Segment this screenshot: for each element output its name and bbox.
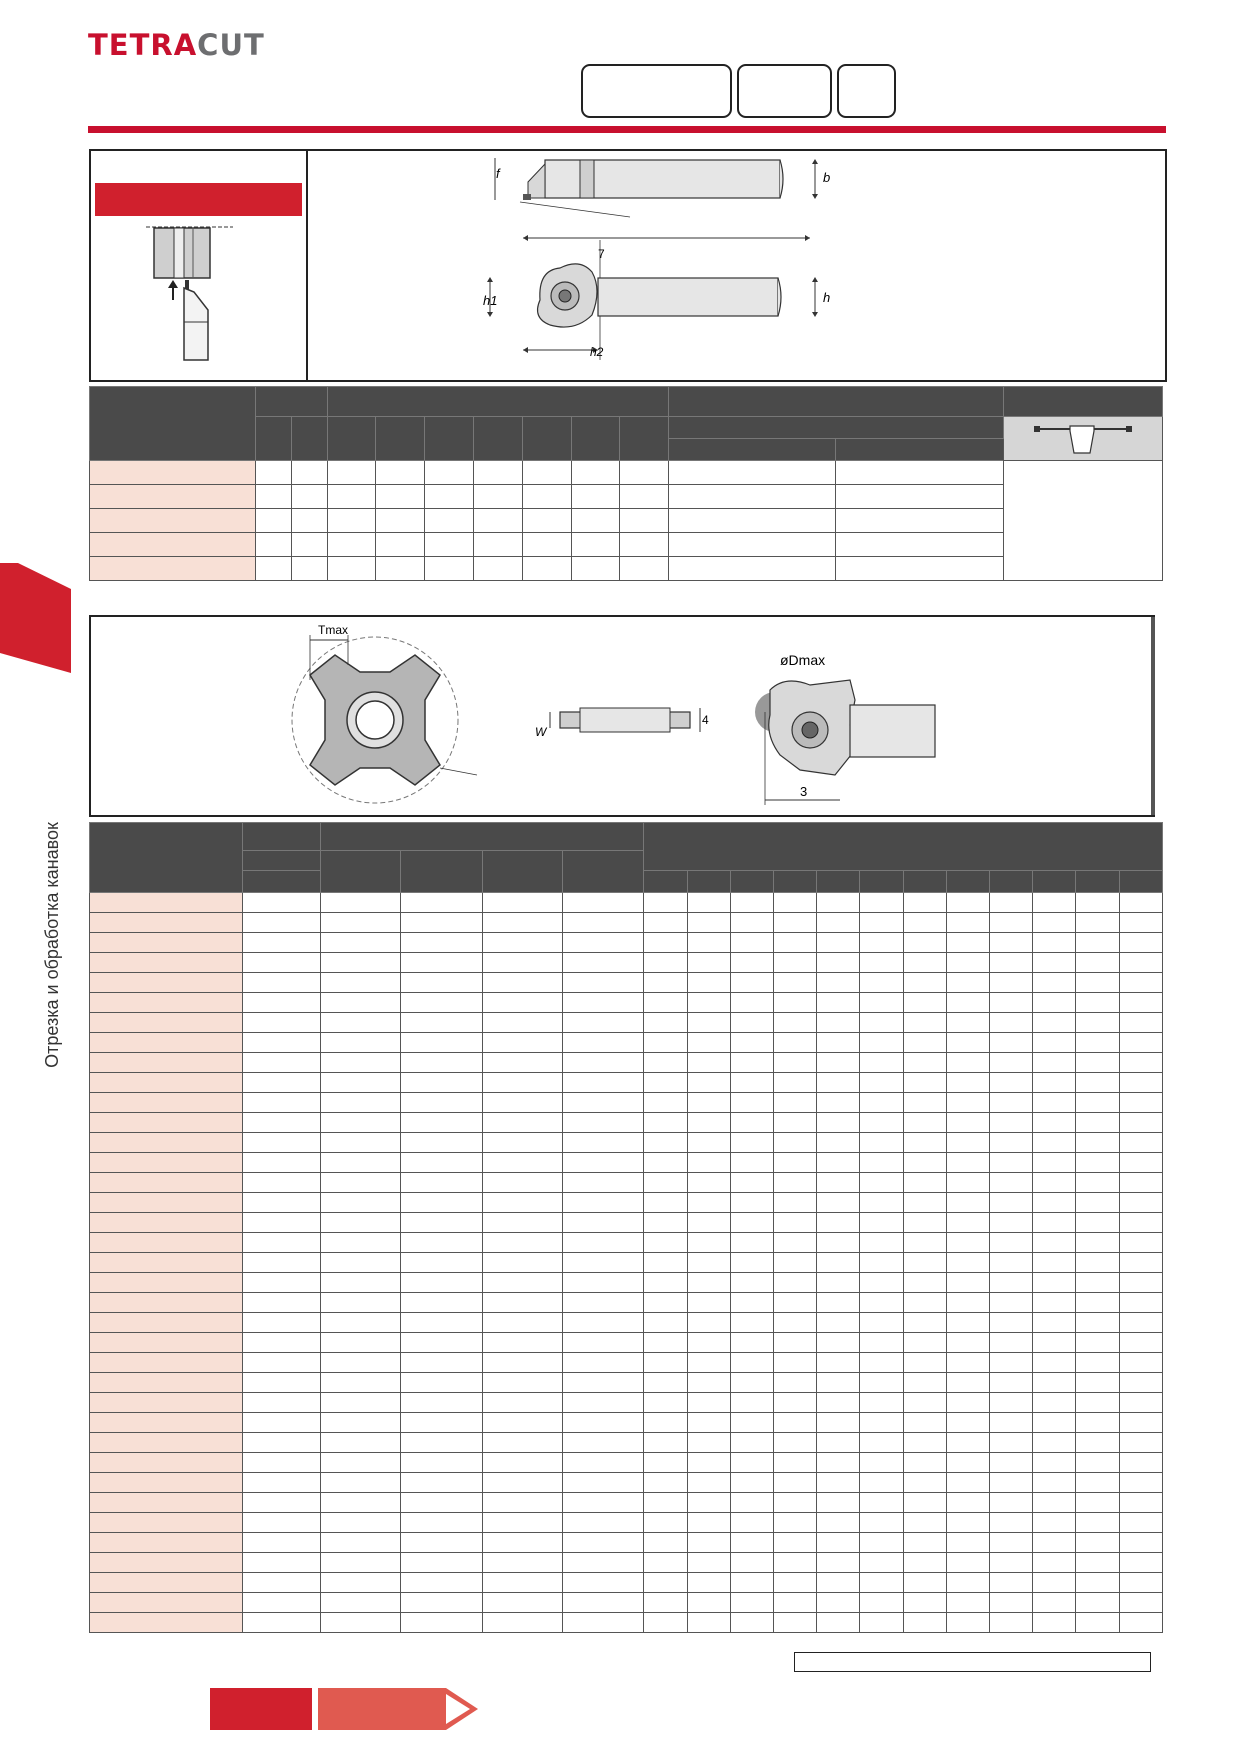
table-row — [90, 1193, 1163, 1213]
cutting-direction-schematic — [140, 222, 240, 367]
tetracut-logo: TETRACUT — [88, 28, 265, 62]
table-row — [90, 1333, 1163, 1353]
table-row — [90, 1573, 1163, 1593]
table-row — [90, 953, 1163, 973]
table-row — [90, 1513, 1163, 1533]
wrench-icon — [1004, 417, 1161, 457]
table-row — [90, 1013, 1163, 1033]
table-row — [90, 1173, 1163, 1193]
table-row — [90, 1133, 1163, 1153]
insert-side-view — [530, 700, 710, 750]
table-row — [90, 1413, 1163, 1433]
svg-text:h: h — [823, 290, 831, 305]
svg-text:øDmax: øDmax — [780, 652, 826, 668]
table-row — [90, 1213, 1163, 1233]
insert-spec-table — [89, 822, 1163, 1633]
table-row — [90, 913, 1163, 933]
table-row — [90, 993, 1163, 1013]
insert-mounted-view — [740, 650, 950, 810]
table-row — [90, 1393, 1163, 1413]
header-box-1 — [581, 64, 732, 118]
header-box-2 — [737, 64, 832, 118]
footer-info-box — [794, 1652, 1151, 1672]
table-row — [90, 1353, 1163, 1373]
table-row — [90, 933, 1163, 953]
key-wrench-image — [1003, 417, 1162, 461]
holder-table-header-key — [1003, 387, 1162, 417]
previous-page-button[interactable] — [210, 1688, 312, 1730]
table-row — [90, 1493, 1163, 1513]
svg-text:h1: h1 — [483, 293, 498, 308]
table-row — [90, 1273, 1163, 1293]
insert-panel-shadow — [1151, 617, 1155, 815]
svg-text:7: 7 — [598, 247, 605, 261]
table-row — [90, 1473, 1163, 1493]
svg-text:4: 4 — [702, 713, 709, 727]
table-row — [90, 1593, 1163, 1613]
table-row — [90, 1453, 1163, 1473]
table-row — [90, 893, 1163, 913]
insert-front-view — [280, 620, 500, 816]
holder-table-header-designation — [90, 387, 256, 461]
table-row — [90, 1553, 1163, 1573]
svg-text:h2: h2 — [590, 345, 604, 359]
svg-text:b: b — [823, 170, 831, 185]
table-row — [90, 1533, 1163, 1553]
svg-text:W: W — [535, 725, 547, 739]
holder-table-header-dimensions — [327, 387, 668, 417]
table-row — [90, 1053, 1163, 1073]
insert-table-header-grades — [644, 823, 1163, 871]
table-row — [90, 1293, 1163, 1313]
holder-spec-table — [89, 386, 1163, 581]
holder-table-header-spare-parts — [668, 387, 1003, 417]
table-row — [90, 1433, 1163, 1453]
insert-table-body — [90, 893, 1163, 1633]
table-row — [90, 1033, 1163, 1053]
table-row — [90, 1613, 1163, 1633]
insert-table-header-a — [242, 823, 320, 851]
insert-table-header-designation — [90, 823, 243, 893]
svg-text:f: f — [496, 166, 500, 181]
side-tab-red-flag — [0, 563, 72, 673]
holder-dimension-drawing — [480, 150, 860, 378]
table-row — [90, 1313, 1163, 1333]
table-row — [90, 1253, 1163, 1273]
holder-table-header-group-a — [256, 387, 328, 417]
next-page-button[interactable] — [318, 1688, 478, 1730]
table-row — [90, 1093, 1163, 1113]
holder-panel-divider — [306, 149, 308, 382]
table-row — [90, 973, 1163, 993]
table-row — [90, 1373, 1163, 1393]
table-row — [90, 1233, 1163, 1253]
header-box-3 — [837, 64, 896, 118]
svg-text:3: 3 — [800, 784, 808, 799]
svg-text:Tmax: Tmax — [318, 623, 348, 637]
table-row — [90, 1153, 1163, 1173]
table-row — [90, 1073, 1163, 1093]
holder-red-label — [95, 183, 302, 216]
table-row — [90, 1113, 1163, 1133]
header-red-rule — [88, 126, 1166, 133]
insert-table-header-dimensions — [321, 823, 644, 851]
